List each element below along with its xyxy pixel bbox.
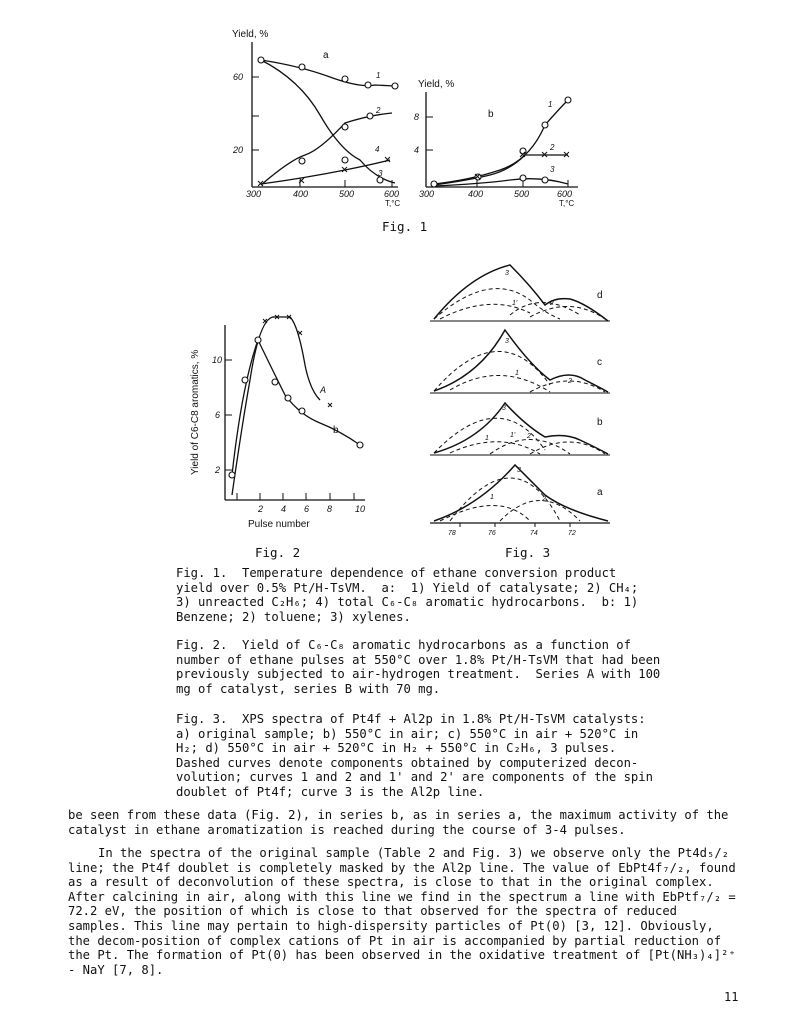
fig1a-label-1: 1 (376, 71, 381, 80)
fig3a-label-2: 2 (542, 496, 546, 503)
fig1b-label-3: 3 (550, 165, 555, 174)
fig3c-label-1: 1 (515, 370, 519, 377)
fig2-xtick-2: 2 (258, 504, 264, 514)
fig3-panel-label-a: a (597, 487, 603, 498)
fig2-label: Fig. 2 (255, 545, 301, 560)
fig2-ylabel: Yield of C6-C8 aromatics, % (190, 349, 201, 475)
fig1-caption: Fig. 1. Temperature dependence of ethane conversion product yield over 0.5% Pt/H-TsVM. a: 1) Yield of catalysate; 2) CH₄; 3) unreacted C₂H₆; 4) total C₆-C₈ aromatic hydrocarbons. b: 1) Benzene; 2) toluene; 3) xylenes. (176, 566, 639, 624)
fig3-panel-c (430, 330, 610, 393)
fig2-ytick-10: 10 (212, 355, 223, 365)
fig3c-label-3: 3 (505, 338, 509, 345)
fig2-label-b: b (333, 425, 339, 436)
fig1a-panel-label: a (323, 50, 329, 61)
fig3a-label-3: 3 (517, 467, 521, 474)
fig1b-panel-label: b (488, 109, 494, 120)
fig3-xtick-76: 76 (488, 530, 496, 537)
fig3-xtick-72: 72 (568, 530, 576, 537)
fig1a-xunit: T,°C (385, 199, 401, 208)
fig1b-xtick-600: 600 (557, 189, 573, 199)
fig2-xtick-10: 10 (355, 504, 366, 514)
fig3-panel-d (430, 265, 610, 321)
fig1a-ytick-20: 20 (233, 145, 244, 155)
fig3-panel-label-d: d (597, 290, 603, 301)
fig1a-label-2: 2 (376, 106, 381, 115)
fig1a-curve-1 (261, 60, 395, 86)
fig2-xtick-6: 6 (304, 504, 310, 514)
fig2-label-A: A (320, 385, 327, 395)
fig2-series-b (232, 340, 360, 475)
fig1b-xtick-300: 300 (419, 189, 435, 199)
fig3-panel-a (430, 465, 610, 537)
fig3-xtick-74: 74 (530, 530, 538, 537)
fig3-caption: Fig. 3. XPS spectra of Pt4f + Al2p in 1.8% Pt/H-TsVM catalysts: a) original sample; b) 550°C in air; c) 550°C in air + 520°C in H₂; d) 550°C in air + 520°C in H₂ + 550°C in C₂H₆, 3 pulses. Dashed curves denote components obtained by computerized decon- volution; curves 1 and 2 and 1' and 2' are components of the spin doublet of Pt4f; curve 3 is the Al2p line. (176, 712, 653, 799)
fig1b-xunit: T,°C (559, 199, 575, 208)
fig3d-label-3: 3 (505, 270, 509, 277)
fig1b-xtick-500: 500 (514, 189, 530, 199)
fig3-panel-b (430, 403, 610, 455)
fig1a-curve-3 (261, 60, 395, 183)
fig3a-label-1: 1 (490, 494, 494, 501)
fig1a-xtick-500: 500 (339, 189, 355, 199)
fig1-label: Fig. 1 (382, 219, 428, 234)
fig1b-label-2: 2 (550, 143, 555, 152)
fig3c-label-2: 2 (568, 378, 572, 385)
fig1a-label-3: 3 (378, 169, 383, 178)
fig1a-ytick-60: 60 (233, 72, 244, 82)
fig2-caption: Fig. 2. Yield of C₆-C₈ aromatic hydrocarbons as a function of number of ethane pulses at 550°C over 1.8% Pt/H-TsVM that had been previously subjected to air-hydrogen treatment. Series A with 100 mg of catalyst, series B with 70 mg. (176, 638, 661, 696)
fig1a-xtick-600: 600 (384, 189, 400, 199)
fig1b-ytick-8: 8 (414, 112, 420, 122)
fig3b-label-3: 3 (502, 405, 506, 412)
fig1b-ylabel: Yield, % (418, 79, 455, 90)
fig2-xlabel: Pulse number (248, 519, 310, 530)
figure-1 (0, 0, 807, 245)
fig1b-xtick-400: 400 (468, 189, 484, 199)
fig1a-ylabel: Yield, % (232, 29, 269, 40)
body-paragraph-2: In the spectra of the original sample (Table 2 and Fig. 3) we observe only the Pt4d₅/₂ line; the Pt4f doublet is completely masked by the Al2p line. The value of EbPt4f₇/₂, found as a result of deconvolution of these spectra, is close to that in the original complex. After calcining in air, along with this line we find in the spectrum a line with EbPtf₇/₂ = 72.2 eV, the position of which is close to that observed for the spectra of reduced samples. This line may pertain to high-dispersity particles of Pt(0) [3, 12]. Obviously, the decom-position of complex cations of Pt in air is accompanied by partial reduction of the Pt. The formation of Pt(0) has been observed in the oxidative treatment of [Pt(NH₃)₄]²⁺ - NaY [7, 8]. (68, 846, 736, 977)
fig1a-curve-4 (261, 160, 390, 184)
fig1b-label-1: 1 (548, 100, 553, 109)
fig1a-xtick-300: 300 (246, 189, 262, 199)
fig3d-label-1p: 1' (512, 300, 518, 307)
figure-3 (420, 255, 620, 560)
fig3d-label-2: 2 (550, 300, 554, 307)
fig1-panel-b (414, 79, 578, 208)
fig1a-label-4: 4 (375, 145, 380, 154)
fig2-ytick-6: 6 (215, 410, 221, 420)
fig3-xtick-78: 78 (448, 530, 456, 537)
fig2-xtick-4: 4 (281, 504, 287, 514)
fig2-ytick-2: 2 (215, 465, 221, 475)
fig3b-label-1: 1 (485, 435, 489, 442)
fig3b-label-2: 2 (527, 433, 531, 440)
figure-2 (180, 305, 390, 560)
fig1a-xtick-400: 400 (293, 189, 309, 199)
page-number: 11 (724, 990, 739, 1004)
body-paragraph-1: be seen from these data (Fig. 2), in series b, as in series a, the maximum activity of the catalyst in ethane aromatization is reached during the course of 3-4 pulses. (68, 808, 729, 837)
fig2-xtick-8: 8 (327, 504, 333, 514)
fig3-panel-label-c: c (597, 357, 602, 368)
fig1-panel-a (232, 29, 400, 208)
fig3-label: Fig. 3 (505, 545, 551, 560)
fig3b-label-1p: 1' (510, 432, 516, 439)
fig1b-ytick-4: 4 (414, 145, 420, 155)
fig3-panel-label-b: b (597, 417, 603, 428)
fig2-series-A (232, 317, 320, 495)
